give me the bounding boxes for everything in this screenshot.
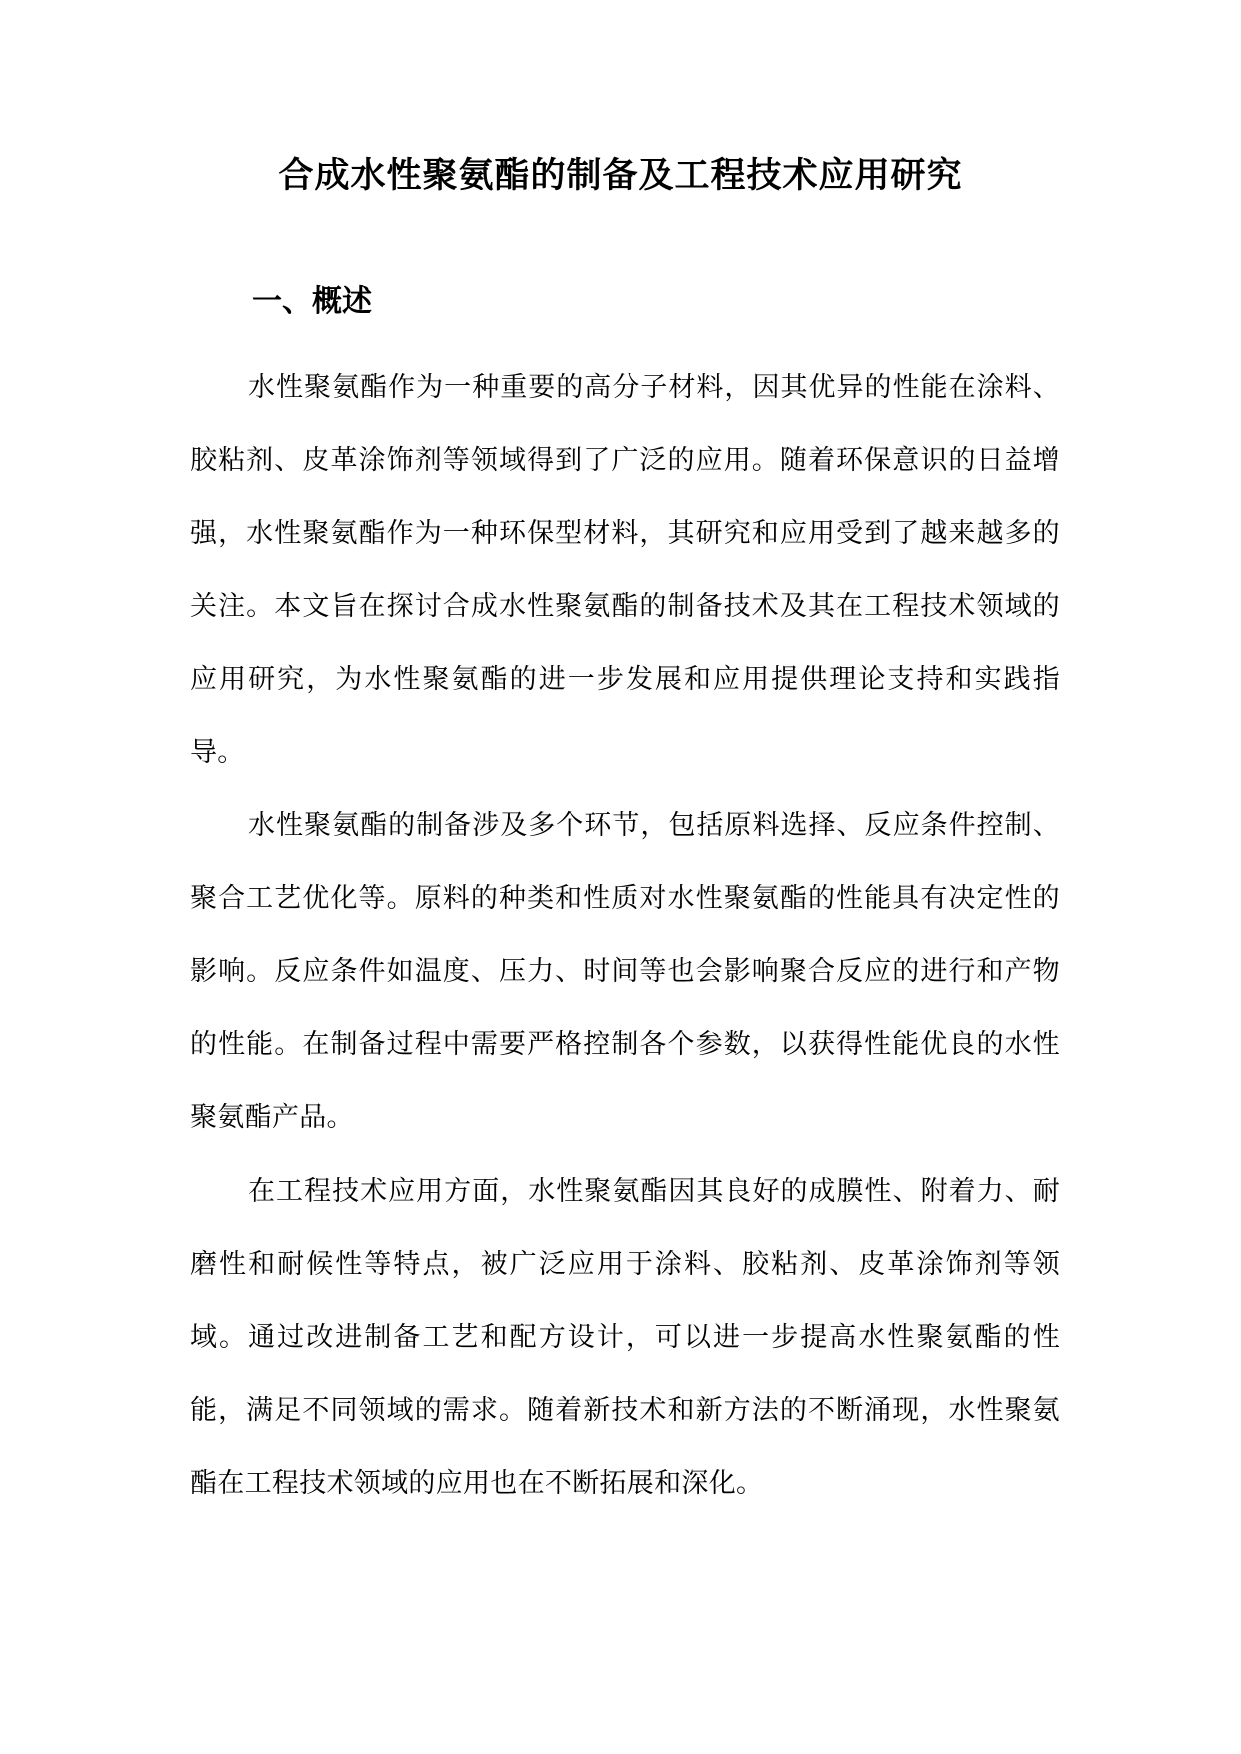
section-heading-overview: 一、概述 — [252, 284, 372, 319]
paragraph-applications: 在工程技术应用方面，水性聚氨酯因其良好的成膜性、附着力、耐磨性和耐候性等特点，被广泛应用于涂料、胶粘剂、皮革涂饰剂等领域。通过改进制备工艺和配方设计，可以进一步提高水性聚氨酯的性能，满足不同领域的需求。随着新技术和新方法的不断涌现，水性聚氨酯在工程技术领域的应用也在不断拓展和深化。 — [190, 1176, 1060, 1499]
document-title: 合成水性聚氨酯的制备及工程技术应用研究 — [278, 156, 963, 196]
paragraph-intro: 水性聚氨酯作为一种重要的高分子材料，因其优异的性能在涂料、胶粘剂、皮革涂饰剂等领域得到了广泛的应用。随着环保意识的日益增强，水性聚氨酯作为一种环保型材料，其研究和应用受到了越来越多的关注。本文旨在探讨合成水性聚氨酯的制备技术及其在工程技术领域的应用研究，为水性聚氨酯的进一步发展和应用提供理论支持和实践指导。 — [190, 372, 1060, 768]
paragraph-preparation: 水性聚氨酯的制备涉及多个环节，包括原料选择、反应条件控制、聚合工艺优化等。原料的种类和性质对水性聚氨酯的性能具有决定性的影响。反应条件如温度、压力、时间等也会影响聚合反应的进行和产物的性能。在制备过程中需要严格控制各个参数，以获得性能优良的水性聚氨酯产品。 — [190, 810, 1060, 1133]
